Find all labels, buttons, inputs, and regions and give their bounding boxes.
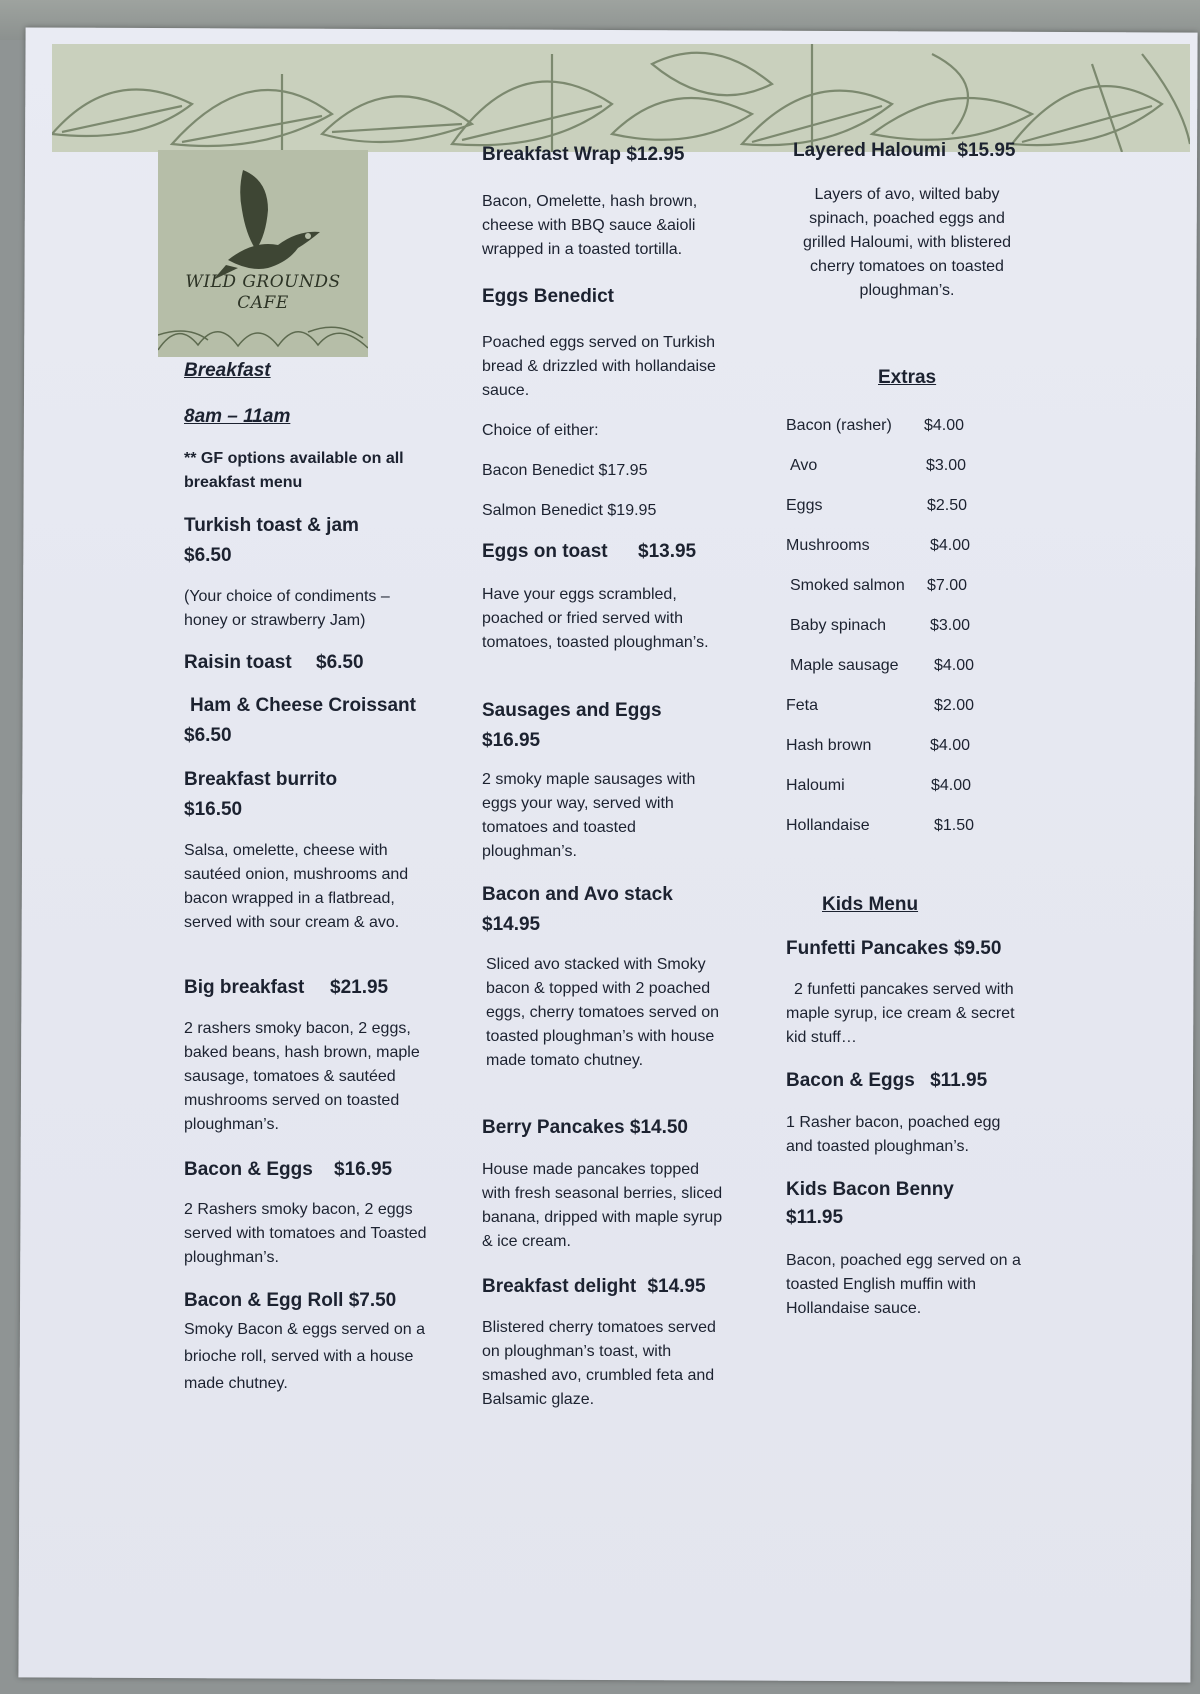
item-price: $16.50 xyxy=(184,799,243,820)
item-name: Breakfast burrito xyxy=(184,769,338,790)
list-item xyxy=(786,413,965,438)
item-name: Raisin toast xyxy=(184,652,292,673)
list-item xyxy=(786,813,975,838)
item-description: 1 Rasher bacon, poached egg and toasted ploughman’s. xyxy=(786,1114,1001,1155)
item-price: $14.95 xyxy=(482,914,541,935)
item-name: Big breakfast xyxy=(184,977,305,998)
item-price: $9.50 xyxy=(953,938,1002,959)
extra-name: Feta xyxy=(786,697,819,714)
item-description: Blistered cherry tomatoes served on ploughman’s toast, with smashed avo, crumbled feta and Balsamic glaze. xyxy=(482,1319,716,1408)
item-price: $6.50 xyxy=(184,545,232,566)
list-item xyxy=(790,573,968,598)
item-price: $14.50 xyxy=(629,1117,689,1138)
extra-price: $4.00 xyxy=(924,417,965,434)
item-price: $12.95 xyxy=(626,144,685,165)
extra-price: $1.50 xyxy=(934,817,975,834)
cafe-logo xyxy=(158,150,368,357)
item-name: Ham & Cheese Croissant xyxy=(190,695,416,716)
item-name: Eggs Benedict xyxy=(482,286,614,307)
list-item xyxy=(790,453,967,478)
item-description: Sliced avo stacked with Smoky bacon & topped with 2 poached eggs, cherry tomatoes served on toasted ploughman’s with house made tomato chutney. xyxy=(486,956,720,1069)
item-name: Funfetti Pancakes xyxy=(786,938,949,959)
kids-menu-heading: Kids Menu xyxy=(822,894,919,915)
bird-logo-icon xyxy=(158,150,368,357)
extra-name: Maple sausage xyxy=(790,657,899,674)
item-name: Sausages and Eggs xyxy=(482,700,662,721)
extra-price: $3.00 xyxy=(926,457,967,474)
extra-name: Mushrooms xyxy=(786,537,870,554)
leaf-pattern-icon xyxy=(52,44,1190,152)
list-item xyxy=(786,533,971,558)
item-price: $6.50 xyxy=(316,652,364,673)
extra-price: $4.00 xyxy=(930,537,971,554)
extra-price: $4.00 xyxy=(931,777,972,794)
extra-price: $3.00 xyxy=(930,617,971,634)
extra-name: Eggs xyxy=(786,497,823,514)
extras-heading: Extras xyxy=(878,367,937,388)
extra-price: $7.00 xyxy=(927,577,968,594)
item-description: Layers of avo, wilted baby spinach, poached eggs and grilled Haloumi, with blistered cherry tomatoes on toasted ploughman’s. xyxy=(802,186,1012,299)
item-name: Bacon and Avo stack xyxy=(482,884,673,905)
item-description: Salsa, omelette, cheese with sautéed onion, mushrooms and bacon wrapped in a flatbread, served with sour cream & avo. xyxy=(184,842,409,931)
item-price: $14.95 xyxy=(647,1276,706,1297)
item-price: $16.95 xyxy=(482,730,541,751)
item-price: $13.95 xyxy=(638,541,697,562)
item-description: 2 Rashers smoky bacon, 2 eggs served with tomatoes and Toasted ploughman’s. xyxy=(184,1201,427,1266)
extra-name: Hollandaise xyxy=(786,817,870,834)
item-name: Layered Haloumi xyxy=(793,140,947,161)
item-description: Bacon, Omelette, hash brown, cheese with BBQ sauce &aioli wrapped in a toasted tortilla. xyxy=(482,193,698,258)
list-item xyxy=(786,493,968,518)
extra-price: $2.50 xyxy=(927,497,968,514)
list-item xyxy=(786,773,972,798)
item-name: Bacon & Eggs xyxy=(786,1070,915,1091)
item-price: $7.50 xyxy=(348,1290,397,1311)
item-description: Poached eggs served on Turkish bread & drizzled with hollandaise sauce. xyxy=(482,334,716,399)
item-name: Kids Bacon Benny xyxy=(786,1179,954,1200)
benedict-choice-label: Choice of either: xyxy=(482,422,599,439)
logo-text xyxy=(158,272,368,314)
item-name: Eggs on toast xyxy=(482,541,608,562)
extra-name: Hash brown xyxy=(786,737,872,754)
extra-price: $2.00 xyxy=(934,697,975,714)
item-price: $21.95 xyxy=(330,977,389,998)
logo-line-1: WILD GROUNDS xyxy=(185,272,341,292)
item-name: Berry Pancakes xyxy=(482,1117,625,1138)
item-description: Smoky Bacon & eggs served on a brioche roll, served with a house made chutney. xyxy=(184,1321,426,1392)
list-item xyxy=(786,693,975,718)
extra-price: $4.00 xyxy=(930,737,971,754)
item-description: 2 rashers smoky bacon, 2 eggs, baked beans, hash brown, maple sausage, tomatoes & sautéed mushrooms served on toasted ploughman’s. xyxy=(184,1020,420,1133)
logo-line-2: CAFE xyxy=(237,293,289,313)
extra-name: Baby spinach xyxy=(790,617,887,634)
list-item xyxy=(786,733,971,758)
leaf-banner xyxy=(52,44,1190,152)
item-name: Breakfast delight xyxy=(482,1276,637,1297)
item-name: Breakfast Wrap xyxy=(482,144,622,165)
extra-name: Avo xyxy=(790,457,818,474)
item-price: $15.95 xyxy=(957,140,1016,161)
breakfast-hours: 8am – 11am xyxy=(184,406,291,427)
extra-price: $4.00 xyxy=(934,657,975,674)
list-item xyxy=(790,613,971,638)
item-name: Bacon & Eggs xyxy=(184,1159,313,1180)
item-description: House made pancakes topped with fresh seasonal berries, sliced banana, dripped with maple syrup & ice cream. xyxy=(482,1161,723,1250)
item-price: $11.95 xyxy=(930,1070,988,1091)
item-name: Bacon & Egg Roll xyxy=(184,1290,344,1311)
item-price: $6.50 xyxy=(184,725,232,746)
item-description: 2 funfetti pancakes served with maple syrup, ice cream & secret kid stuff… xyxy=(786,981,1015,1046)
benedict-choice: Bacon Benedict $17.95 xyxy=(482,462,648,479)
item-description: Bacon, poached egg served on a toasted English muffin with Hollandaise sauce. xyxy=(786,1252,1021,1317)
extra-name: Smoked salmon xyxy=(790,577,905,594)
benedict-choice: Salmon Benedict $19.95 xyxy=(482,502,657,519)
list-item xyxy=(790,653,975,678)
item-description: 2 smoky maple sausages with eggs your way, served with tomatoes and toasted ploughman’s. xyxy=(482,771,696,860)
breakfast-heading: Breakfast xyxy=(184,360,271,381)
item-description: Have your eggs scrambled, poached or fried served with tomatoes, toasted ploughman’s. xyxy=(482,586,709,651)
extra-name: Haloumi xyxy=(786,777,845,794)
item-price: $11.95 xyxy=(786,1207,844,1228)
item-name: Turkish toast & jam xyxy=(184,515,359,536)
gf-note: ** GF options available on all breakfast menu xyxy=(184,450,404,491)
item-price: $16.95 xyxy=(334,1159,393,1180)
item-description: (Your choice of condiments – honey or strawberry Jam) xyxy=(184,588,390,629)
extra-name: Bacon (rasher) xyxy=(786,417,892,434)
